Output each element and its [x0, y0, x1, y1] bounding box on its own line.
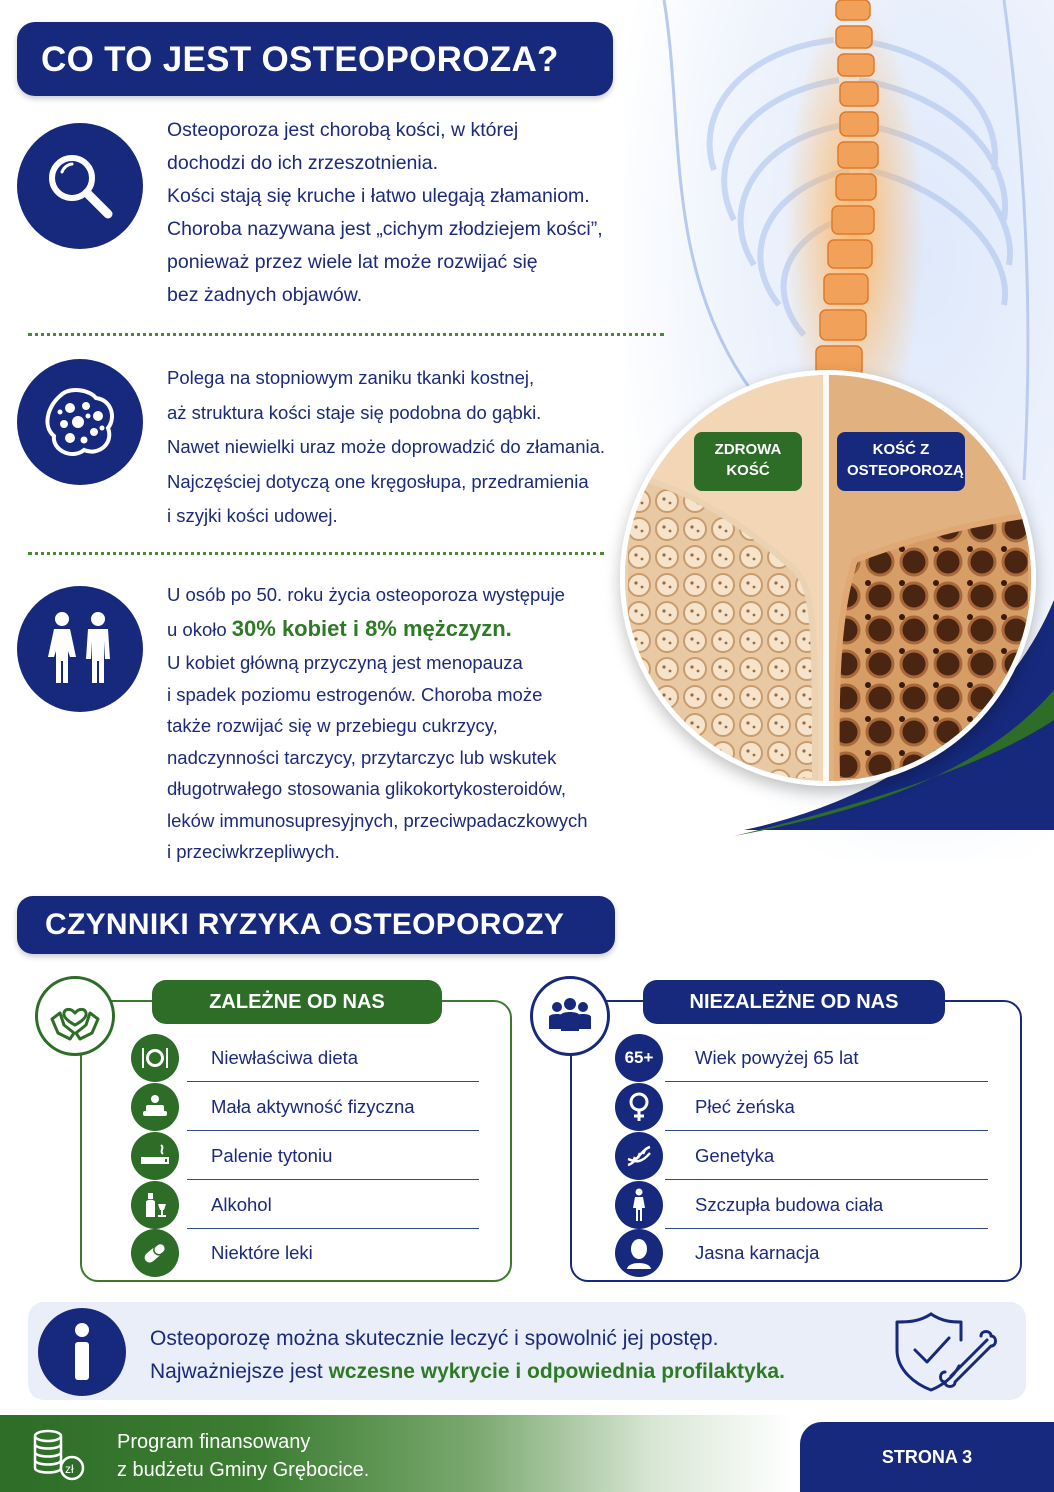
structure-line: Nawet niewielki uraz może doprowadzić do złamania.	[167, 436, 606, 457]
intro-line: ponieważ przez wiele lat może rozwijać się	[167, 251, 538, 273]
structure-line: Polega na stopniowym zaniku tkanki kostnej,	[167, 367, 535, 388]
list-item	[615, 1132, 988, 1180]
healthy-label-line: ZDROWA	[714, 441, 782, 458]
healthy-bone-label	[694, 432, 802, 491]
list-item	[131, 1034, 479, 1082]
structure-paragraph	[167, 361, 605, 534]
osteo-label-line: OSTEOPOROZĄ	[847, 462, 964, 479]
woman-man-icon	[17, 586, 143, 712]
factor-label: Jasna karnacja	[695, 1242, 820, 1263]
factor-label: Niektóre leki	[211, 1242, 313, 1263]
healthy-label-line: KOŚĆ	[726, 462, 770, 479]
osteo-label-line: KOŚĆ Z	[872, 441, 930, 458]
divider	[28, 333, 664, 336]
list-item	[131, 1229, 479, 1277]
intro-line: bez żadnych objawów.	[167, 284, 363, 306]
prevalence-line: U kobiet główną przyczyną jest menopauza	[167, 652, 523, 673]
plate-cutlery-icon	[131, 1034, 179, 1082]
info-line-2	[150, 1355, 785, 1388]
cigarette-icon	[131, 1132, 179, 1180]
list-item	[615, 1229, 988, 1277]
independent-header: NIEZALEŻNE OD NAS	[643, 980, 945, 1024]
prevalence-line: leków immunosupresyjnych, przeciwpadaczkowych	[167, 809, 588, 831]
prevalence-line: długotrwałego stosowania glikokortykosteroidów,	[167, 778, 566, 799]
bottle-glass-icon	[131, 1181, 179, 1229]
divider	[28, 552, 604, 555]
info-icon	[38, 1308, 126, 1396]
intro-line: dochodzi do ich zrzeszotnienia.	[167, 152, 438, 174]
prevalence-stat: 30% kobiet i 8% mężczyzn.	[231, 616, 512, 641]
magnifier-icon	[17, 123, 143, 249]
intro-line: Choroba nazywana jest „cichym złodziejem kości”,	[167, 218, 603, 240]
list-item	[131, 1132, 479, 1180]
prevalence-line: i przeciwkrzepliwych.	[167, 841, 340, 862]
row-divider	[187, 1130, 479, 1131]
info-highlight: wczesne wykrycie i odpowiednia profilaktyka.	[328, 1360, 785, 1383]
factor-label: Wiek powyżej 65 lat	[695, 1047, 859, 1068]
factor-label: Alkohol	[211, 1194, 272, 1215]
people-group-icon	[530, 976, 610, 1056]
row-divider	[665, 1081, 988, 1082]
prevalence-line-highlight	[167, 612, 588, 647]
list-item	[131, 1083, 479, 1131]
factor-label: Niewłaściwa dieta	[211, 1047, 359, 1068]
prevalence-prefix: u około	[167, 619, 232, 640]
structure-line: Najczęściej dotyczą one kręgosłupa, przedramienia	[167, 470, 589, 492]
page-number: STRONA 3	[800, 1422, 1054, 1492]
dependent-header: ZALEŻNE OD NAS	[152, 980, 442, 1024]
list-item	[615, 1034, 988, 1082]
prevalence-line: także rozwijać się w przebiegu cukrzycy,	[167, 715, 498, 736]
factor-label: Genetyka	[695, 1145, 775, 1166]
dna-icon	[615, 1132, 663, 1180]
spongy-bone-icon	[17, 359, 143, 485]
hands-heart-icon	[35, 976, 115, 1056]
row-divider	[665, 1130, 988, 1131]
age-icon: 65+	[615, 1034, 663, 1082]
factor-label: Mała aktywność fizyczna	[211, 1096, 415, 1117]
shield-bone-icon	[895, 1310, 1015, 1399]
factor-label: Palenie tytoniu	[211, 1145, 333, 1166]
structure-line: aż struktura kości staje się podobna do gąbki.	[167, 401, 542, 423]
info-line: Osteoporozę można skutecznie leczyć i spowolnić jej postęp.	[150, 1327, 719, 1350]
factor-label: Płeć żeńska	[695, 1096, 795, 1117]
list-item	[615, 1083, 988, 1131]
page-title: CO TO JEST OSTEOPOROZA?	[17, 22, 613, 96]
row-divider	[187, 1081, 479, 1082]
bone-comparison-image	[620, 370, 1036, 786]
info-text	[150, 1322, 785, 1388]
tv-couch-icon	[131, 1083, 179, 1131]
coins-icon	[28, 1424, 88, 1489]
osteoporotic-bone-label	[837, 432, 965, 491]
head-silhouette-icon	[615, 1229, 663, 1277]
pill-icon	[131, 1229, 179, 1277]
footer-line: Program finansowany	[117, 1431, 311, 1453]
intro-line: Osteoporoza jest chorobą kości, w której	[167, 119, 519, 141]
risk-section-title: CZYNNIKI RYZYKA OSTEOPOROZY	[17, 896, 615, 954]
prevalence-paragraph	[167, 578, 588, 868]
list-item	[615, 1181, 988, 1229]
prevalence-line: i spadek poziomu estrogenów. Choroba może	[167, 683, 543, 705]
intro-paragraph	[167, 114, 603, 312]
slim-body-icon	[615, 1181, 663, 1229]
svg-text:zł: zł	[65, 1462, 74, 1476]
row-divider	[187, 1179, 479, 1180]
factor-label: Szczupła budowa ciała	[695, 1194, 884, 1215]
structure-line: i szyjki kości udowej.	[167, 505, 338, 526]
prevalence-line: nadczynności tarczycy, przytarczyc lub wskutek	[167, 746, 557, 768]
footer-line: z budżetu Gminy Grębocice.	[117, 1459, 370, 1481]
female-symbol-icon	[615, 1083, 663, 1131]
row-divider	[665, 1179, 988, 1180]
footer-text	[117, 1428, 369, 1484]
list-item	[131, 1181, 479, 1229]
intro-line: Kości stają się kruche i łatwo ulegają złamaniom.	[167, 185, 590, 207]
prevalence-line: U osób po 50. roku życia osteoporoza występuje	[167, 584, 565, 605]
info-prefix: Najważniejsze jest	[150, 1360, 329, 1383]
